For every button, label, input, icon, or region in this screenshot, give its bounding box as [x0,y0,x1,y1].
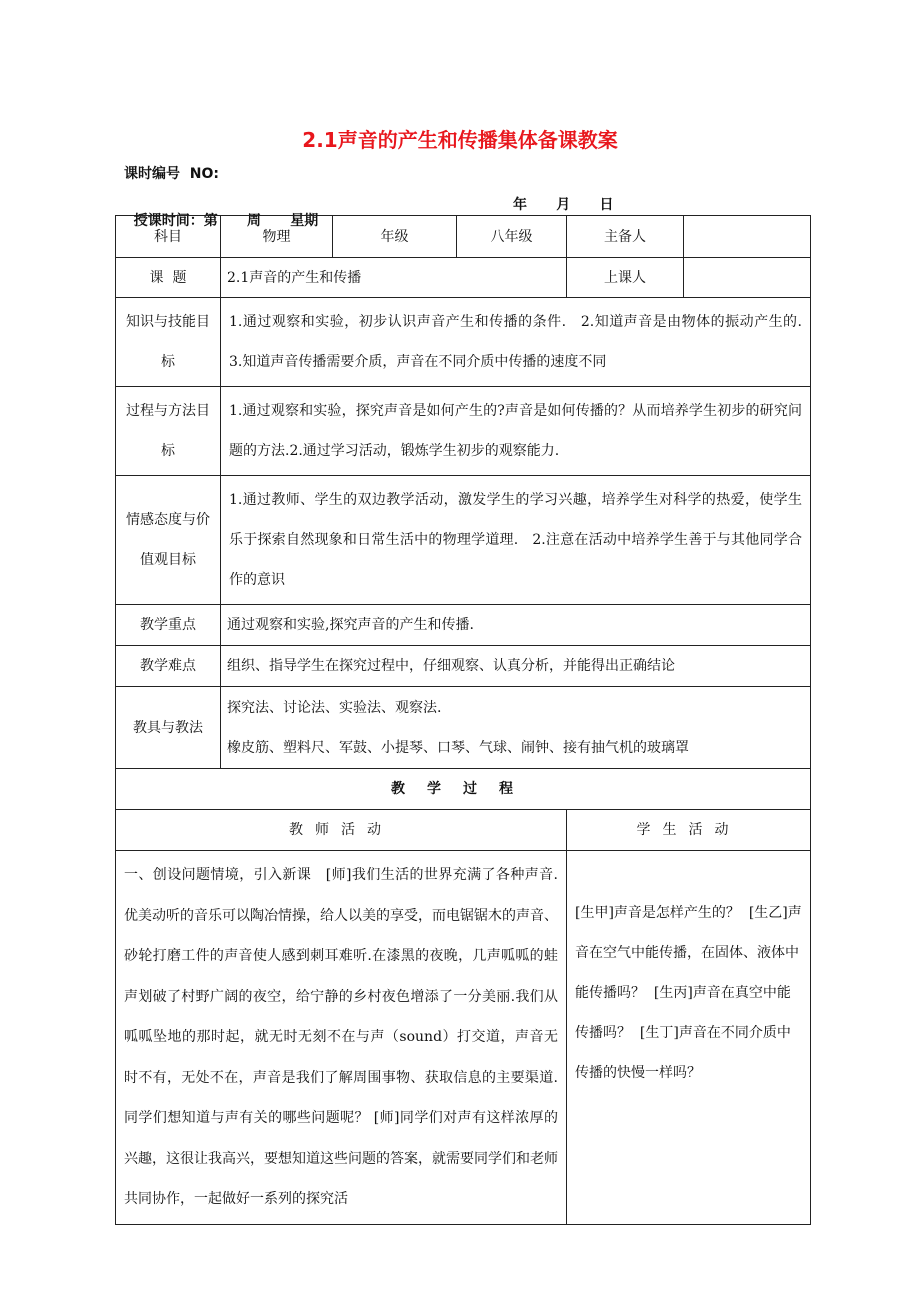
tools-equipment: 橡皮筋、塑料尺、军鼓、小提琴、口琴、气球、闹钟、接有抽气机的玻璃罩 [227,739,689,756]
attitude-goal-label: 情感态度与价值观目标 [116,476,221,605]
subject-value: 物理 [221,216,333,258]
lesson-plan-table [115,215,816,1225]
student-activity-text: [生甲]声音是怎样产生的？ [生乙]声音在空气中能传播，在固体、液体中能传播吗？ [生丙]声音在真空中能传播吗？ [生丁]声音在不同介质中传播的快慢一样吗？ [567,851,811,1225]
teacher-value [684,258,811,298]
difficulty-content: 组织、指导学生在探究过程中，仔细观察、认真分析，并能得出正确结论 [221,646,811,687]
topic-label: 课 题 [116,258,221,298]
table-row [116,605,811,646]
teaching-process-title: 教学过程 [116,769,811,810]
table-row [116,687,811,769]
tools-label: 教具与教法 [116,687,221,769]
key-point-content: 通过观察和实验,探究声音的产生和传播. [221,605,811,646]
knowledge-goal-content: 1.通过观察和实验，初步认识声音产生和传播的条件. 2.知道声音是由物体的振动产生的. 3.知道声音传播需要介质，声音在不同介质中传播的速度不同 [221,298,811,387]
lesson-date-label: 年 月 日 [513,197,614,213]
page-title: 2.1声音的产生和传播集体备课教案 [302,128,618,152]
table-row [116,810,811,851]
teacher-activity-header: 教师活动 [116,810,567,851]
table-row [116,216,811,258]
lesson-time-label: 授课时间：第 周 星期 [133,213,319,229]
grade-label: 年级 [333,216,457,258]
knowledge-goal-label: 知识与技能目标 [116,298,221,387]
table-row [116,258,811,298]
lesson-number: 课时编号 NO: [124,166,219,182]
tools-methods: 探究法、讨论法、实验法、观察法. [227,699,442,716]
key-point-label: 教学重点 [116,605,221,646]
table-row [116,387,811,476]
difficulty-label: 教学难点 [116,646,221,687]
table-row [116,769,811,810]
grade-value: 八年级 [457,216,567,258]
subject-label: 科目 [116,216,221,258]
teacher-label: 上课人 [567,258,684,298]
preparer-value [684,216,811,258]
tools-content [221,687,811,769]
teacher-activity-text: 一、创设问题情境，引入新课 [师]我们生活的世界充满了各种声音.优美动听的音乐可以陶冶情操，给人以美的享受，而电锯锯木的声音、砂轮打磨工件的声音使人感到刺耳难听.在漆黑的夜晚，几声呱呱的蛙声划破了村野广阔的夜空，给宁静的乡村夜色增添了一分美丽.我们从呱呱坠地的那时起，就无时无刻不在与声（sound）打交道，声音无时不有，无处不在，声音是我们了解周围事物、获取信息的主要渠道.同学们想知道与声有关的哪些问题呢？ [师]同学们对声有这样浓厚的兴趣，这很让我高兴，要想知道这些问题的答案，就需要同学们和老师共同协作，一起做好一系列的探究活 [116,851,567,1225]
process-goal-content: 1.通过观察和实验，探究声音是如何产生的?声音是如何传播的？从而培养学生初步的研究问题的方法.2.通过学习活动，锻炼学生初步的观察能力. [221,387,811,476]
attitude-goal-content: 1.通过教师、学生的双边教学活动，激发学生的学习兴趣，培养学生对科学的热爱，使学生乐于探索自然现象和日常生活中的物理学道理. 2.注意在活动中培养学生善于与其他同学合作的意识 [221,476,811,605]
topic-value: 2.1声音的产生和传播 [221,258,567,298]
student-activity-header: 学生活动 [567,810,811,851]
table-row [116,851,811,1225]
table-row [116,646,811,687]
table-row [116,298,811,387]
table-row [116,476,811,605]
process-goal-label: 过程与方法目标 [116,387,221,476]
preparer-label: 主备人 [567,216,684,258]
